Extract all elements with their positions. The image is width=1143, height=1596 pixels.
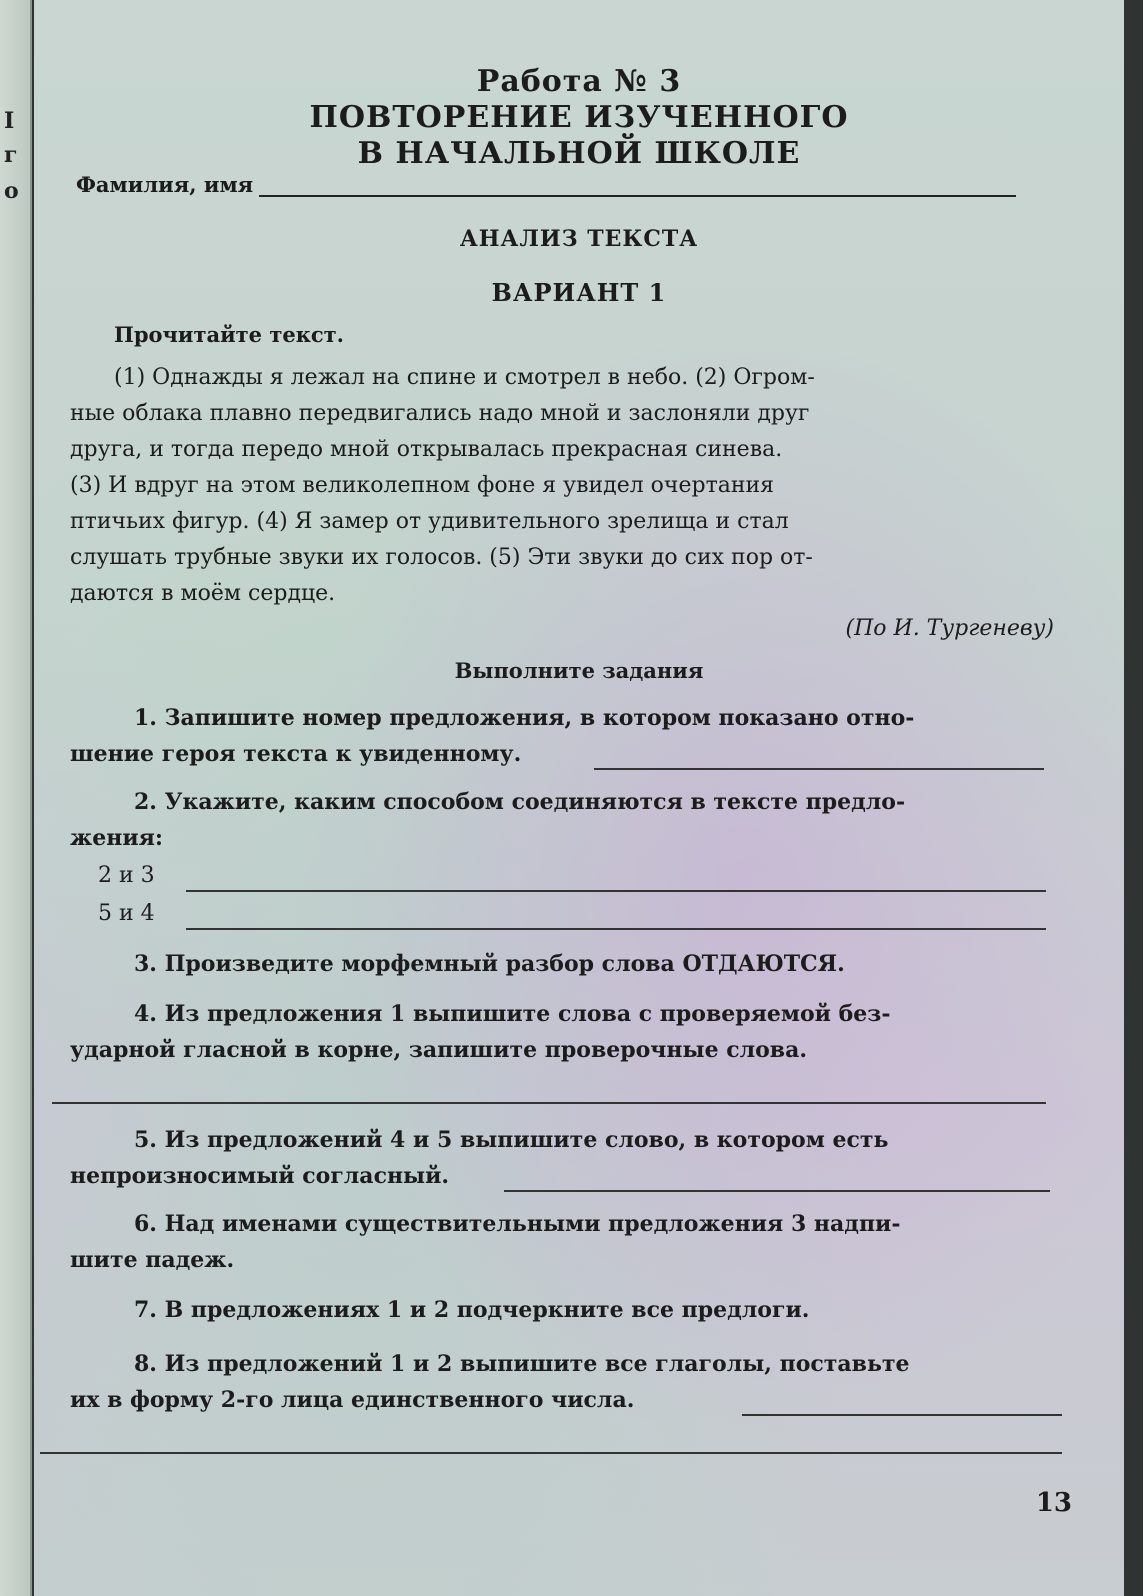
task-7: 7. В предложениях 1 и 2 подчеркните все предлоги. (134, 1297, 810, 1323)
name-answer-line[interactable] (259, 173, 1016, 197)
task-1-answer-line[interactable] (594, 766, 1044, 770)
page-number: 13 (1035, 1488, 1072, 1518)
task-2-line1: 2. Укажите, каким способом соединяются в тексте предло- (134, 789, 906, 815)
task-8-line1: 8. Из предложений 1 и 2 выпишите все глаголы, поставьте (134, 1351, 910, 1377)
task-4-answer-line[interactable] (52, 1100, 1046, 1104)
text-line: слушать трубные звуки их голосов. (5) Эти звуки до сих пор от- (70, 545, 813, 570)
text-line: друга, и тогда передо мной открывалась прекрасная синева. (70, 437, 783, 462)
page-title-line2: В НАЧАЛЬНОЙ ШКОЛЕ (357, 136, 801, 171)
task-6-line1: 6. Над именами существительными предложения 3 надпи- (134, 1211, 901, 1237)
task-2-pair-a: 2 и 3 (98, 863, 155, 888)
task-8-answer-line-2[interactable] (40, 1450, 1062, 1454)
text-line: ные облака плавно передвигались надо мной и заслоняли друг (70, 401, 810, 426)
task-5-line1: 5. Из предложений 4 и 5 выпишите слово, в котором есть (134, 1127, 889, 1153)
variant-heading: ВАРИАНТ 1 (491, 278, 667, 307)
page-title-line1: ПОВТОРЕНИЕ ИЗУЧЕННОГО (309, 100, 849, 135)
task-2-pair-b: 5 и 4 (98, 901, 155, 926)
text-line: даются в моём сердце. (70, 581, 336, 606)
work-number: Работа № 3 (476, 64, 682, 99)
task-2-answer-b-line[interactable] (186, 926, 1046, 930)
text-author: (По И. Тургеневу) (845, 616, 1054, 641)
task-5-answer-line[interactable] (504, 1188, 1050, 1192)
adjacent-page-edge: I г о (0, 0, 32, 1596)
task-4-line2: ударной гласной в корне, запишите проверочные слова. (70, 1037, 807, 1063)
text-line: (1) Однажды я лежал на спине и смотрел в небо. (2) Огром- (114, 365, 815, 390)
task-2-line2: жения: (70, 825, 164, 851)
name-label: Фамилия, имя (76, 172, 254, 197)
task-4-line1: 4. Из предложения 1 выпишите слова с проверяемой без- (134, 1001, 891, 1027)
task-2-answer-a-line[interactable] (186, 888, 1046, 892)
text-line: (3) И вдруг на этом великолепном фоне я увидел очертания (70, 473, 775, 498)
task-1-line2: шение героя текста к увиденному. (70, 741, 522, 767)
tasks-heading: Выполните задания (454, 658, 704, 683)
task-3: 3. Произведите морфемный разбор слова ОТДАЮТСЯ. (134, 951, 845, 977)
task-1-line1: 1. Запишите номер предложения, в котором показано отно- (134, 705, 915, 731)
task-5-line2: непроизносимый согласный. (70, 1163, 450, 1189)
name-field-row (76, 172, 1016, 197)
task-8-line2: их в форму 2-го лица единственного числа. (70, 1387, 635, 1413)
task-8-answer-line-1[interactable] (742, 1412, 1062, 1416)
text-line: птичьих фигур. (4) Я замер от удивительного зрелища и стал (70, 509, 789, 534)
section-heading: АНАЛИЗ ТЕКСТА (459, 226, 699, 252)
workbook-page (34, 0, 1124, 1596)
reading-instruction: Прочитайте текст. (114, 322, 344, 347)
task-6-line2: шите падеж. (70, 1247, 235, 1273)
